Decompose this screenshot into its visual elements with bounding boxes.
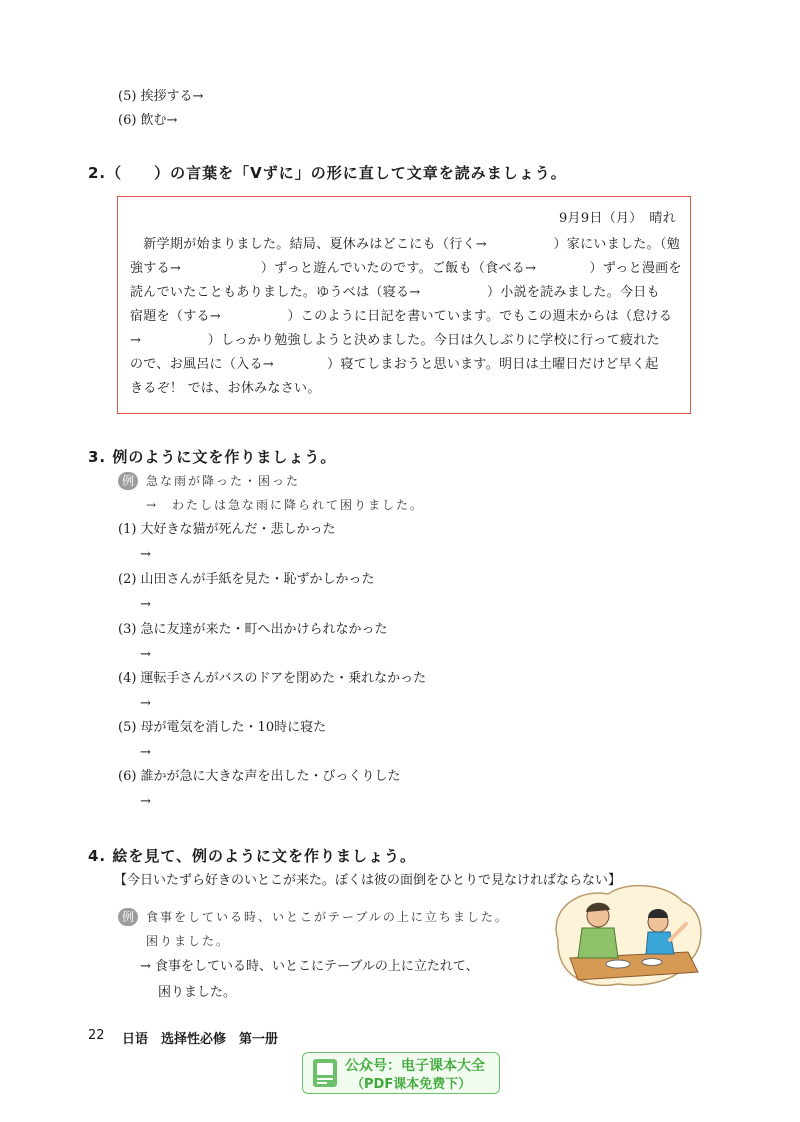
watermark-line2: （PDF课本免费下） bbox=[351, 1077, 472, 1092]
question-6: (6) 誰かが急に大きな声を出した・びっくりした bbox=[118, 769, 401, 784]
question-4: (4) 運転手さんがバスのドアを閉めた・乗れなかった bbox=[118, 671, 427, 686]
watermark-line1: 公众号：电子课本大全 bbox=[345, 1058, 485, 1074]
diary-date: 9月9日（月） 晴れ bbox=[558, 211, 676, 226]
diary-line-7: きるぞ！ では、お休みなさい。 bbox=[130, 381, 321, 396]
question-3: (3) 急に友達が来た・町へ出かけられなかった bbox=[118, 622, 388, 637]
answer-arrow-3: → bbox=[140, 647, 151, 662]
diary-line-1: 新学期が始まりました。結局、夏休みはどこにも（行く→ ）家にいました。（勉 bbox=[130, 237, 680, 252]
section2-heading: 2.（ ）の言葉を「Vずに」の形に直して文章を読みましょう。 bbox=[88, 164, 567, 182]
dinner-table-illustration bbox=[548, 880, 706, 992]
answer-arrow-6: → bbox=[140, 794, 151, 809]
example4-question-line2: 困りました。 bbox=[146, 934, 231, 948]
answer-arrow-1: → bbox=[140, 547, 151, 562]
question-2: (2) 山田さんが手紙を見た・恥ずかしかった bbox=[118, 572, 375, 587]
example4-answer-line2: 困りました。 bbox=[158, 985, 237, 1000]
diary-line-3: 読んでいたこともありました。ゆうべは（寝る→ ）小説を読みました。今日も bbox=[130, 285, 660, 300]
answer-arrow-2: → bbox=[140, 597, 151, 612]
answer-arrow-4: → bbox=[140, 696, 151, 711]
answer-arrow-5: → bbox=[140, 745, 151, 760]
prev-item-5: (5) 挨拶する→ bbox=[118, 89, 204, 104]
diary-line-4: 宿題を（する→ ）このように日記を書いています。でもこの週末からは（怠ける bbox=[130, 309, 673, 324]
section4-heading: 4. 絵を見て、例のように文を作りましょう。 bbox=[88, 847, 417, 865]
example4-question-line1: 食事をしている時、いとこがテーブルの上に立ちました。 bbox=[146, 910, 509, 924]
example-question: 急な雨が降った・困った bbox=[146, 474, 301, 488]
page-number: 22 bbox=[88, 1028, 105, 1043]
example-badge-4: 例 bbox=[118, 908, 138, 926]
prev-item-6: (6) 飲む→ bbox=[118, 113, 178, 128]
example4-answer-line1: → 食事をしている時、いとこにテーブルの上に立たれて、 bbox=[140, 959, 479, 974]
diary-line-5: → ）しっかり勉強しようと決めました。今日は久しぶりに学校に行って疲れた bbox=[130, 333, 660, 348]
diary-line-6: ので、お風呂に（入る→ ）寝てしまおうと思います。明日は土曜日だけど早く起 bbox=[130, 357, 659, 372]
question-1: (1) 大好きな猫が死んだ・悲しかった bbox=[118, 522, 336, 537]
question-5: (5) 母が電気を消した・10時に寝た bbox=[118, 720, 327, 735]
diary-line-2: 強する→ ）ずっと遊んでいたのです。ご飯も（食べる→ ）ずっと漫画を bbox=[130, 261, 682, 276]
example-answer: → わたしは急な雨に降られて困りました。 bbox=[146, 498, 425, 512]
example-badge: 例 bbox=[118, 472, 138, 490]
book-title: 日语 选择性必修 第一册 bbox=[122, 1032, 279, 1047]
book-icon bbox=[311, 1057, 339, 1089]
diary-box bbox=[117, 196, 691, 414]
watermark-banner bbox=[302, 1052, 500, 1094]
section4-context: 【今日いたずら好きのいとこが来た。ぼくは彼の面倒をひとりで見なければならない】 bbox=[114, 873, 622, 888]
section3-heading: 3. 例のように文を作りましょう。 bbox=[88, 448, 337, 466]
